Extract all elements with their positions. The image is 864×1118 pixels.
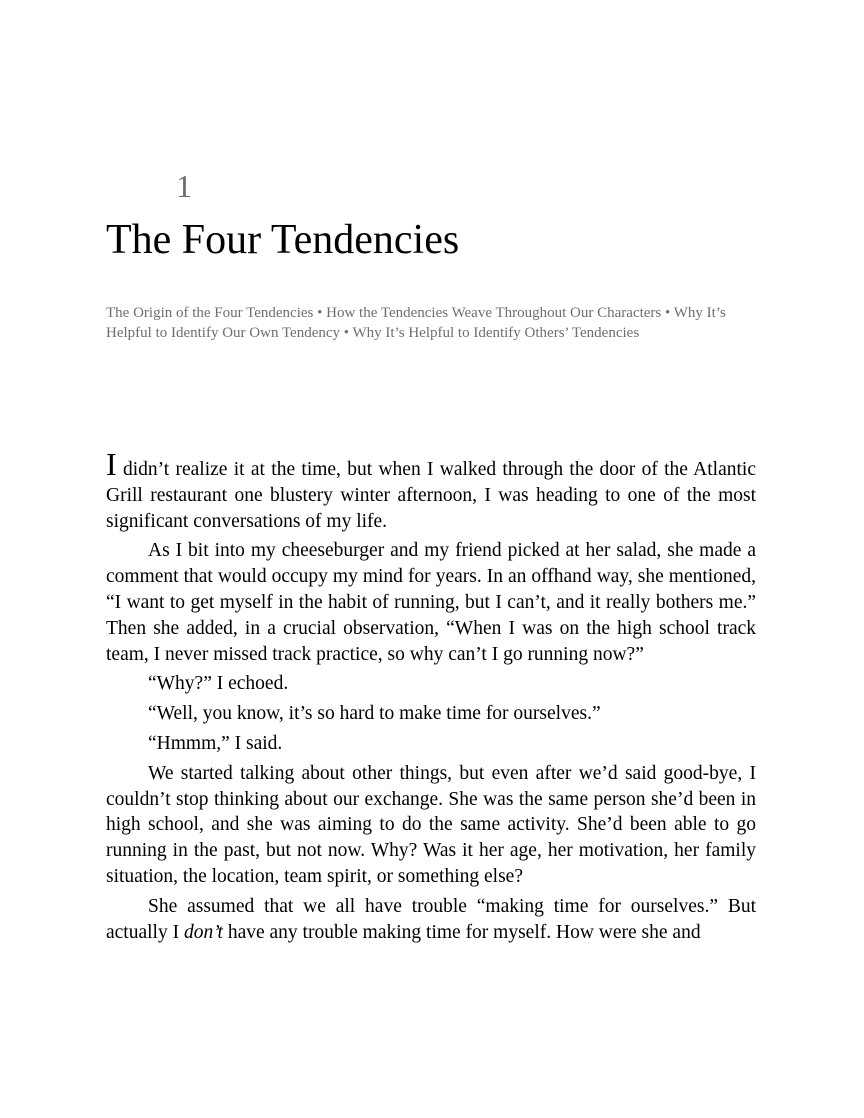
paragraph-text: have any trouble making time for myself. How were she and	[222, 921, 701, 943]
body-paragraph: “Well, you know, it’s so hard to make time for ourselves.”	[148, 703, 601, 725]
body-paragraph	[106, 894, 756, 946]
chapter-number: 1	[176, 168, 192, 204]
body-paragraph: “Why?” I echoed.	[148, 673, 289, 695]
paragraph-text: She assumed that we all have trouble “making time for ourselves.” But actually I	[106, 895, 756, 943]
drop-initial: I	[106, 446, 117, 482]
body-paragraph: As I bit into my cheeseburger and my friend picked at her salad, she made a comment that would occupy my mind for years. In an offhand way, she mentioned, “I want to get myself in the habit of running, but I can’t, and it really bothers me.” Then she added, in a crucial observation, “When I was on the high school track team, I never missed track practice, so why can’t I go running now?”	[106, 540, 756, 665]
chapter-body	[106, 446, 756, 949]
body-paragraph: “Hmmm,” I said.	[148, 732, 283, 754]
paragraph-text: didn’t realize it at the time, but when I walked through the door of the Atlantic Grill restaurant one blustery winter afternoon, I was heading to one of the most significant conversations of my life.	[106, 459, 756, 532]
body-paragraph: We started talking about other things, but even after we’d said good-bye, I couldn’t stop thinking about our exchange. She was the same person she’d been in high school, and she was aiming to do the same activity. She’d been able to go running in the past, but not now. Why? Was it her age, her motivation, her family situation, the location, team spirit, or something else?	[106, 762, 756, 887]
body-paragraph	[106, 446, 756, 534]
chapter-title: The Four Tendencies	[106, 217, 460, 263]
chapter-summary: The Origin of the Four Tendencies • How the Tendencies Weave Throughout Our Characters • Why It’s Helpful to Identify Our Own Tendency • Why It’s Helpful to Identify Others’ Tendencies	[106, 305, 726, 341]
emphasized-word: don’t	[183, 921, 223, 943]
